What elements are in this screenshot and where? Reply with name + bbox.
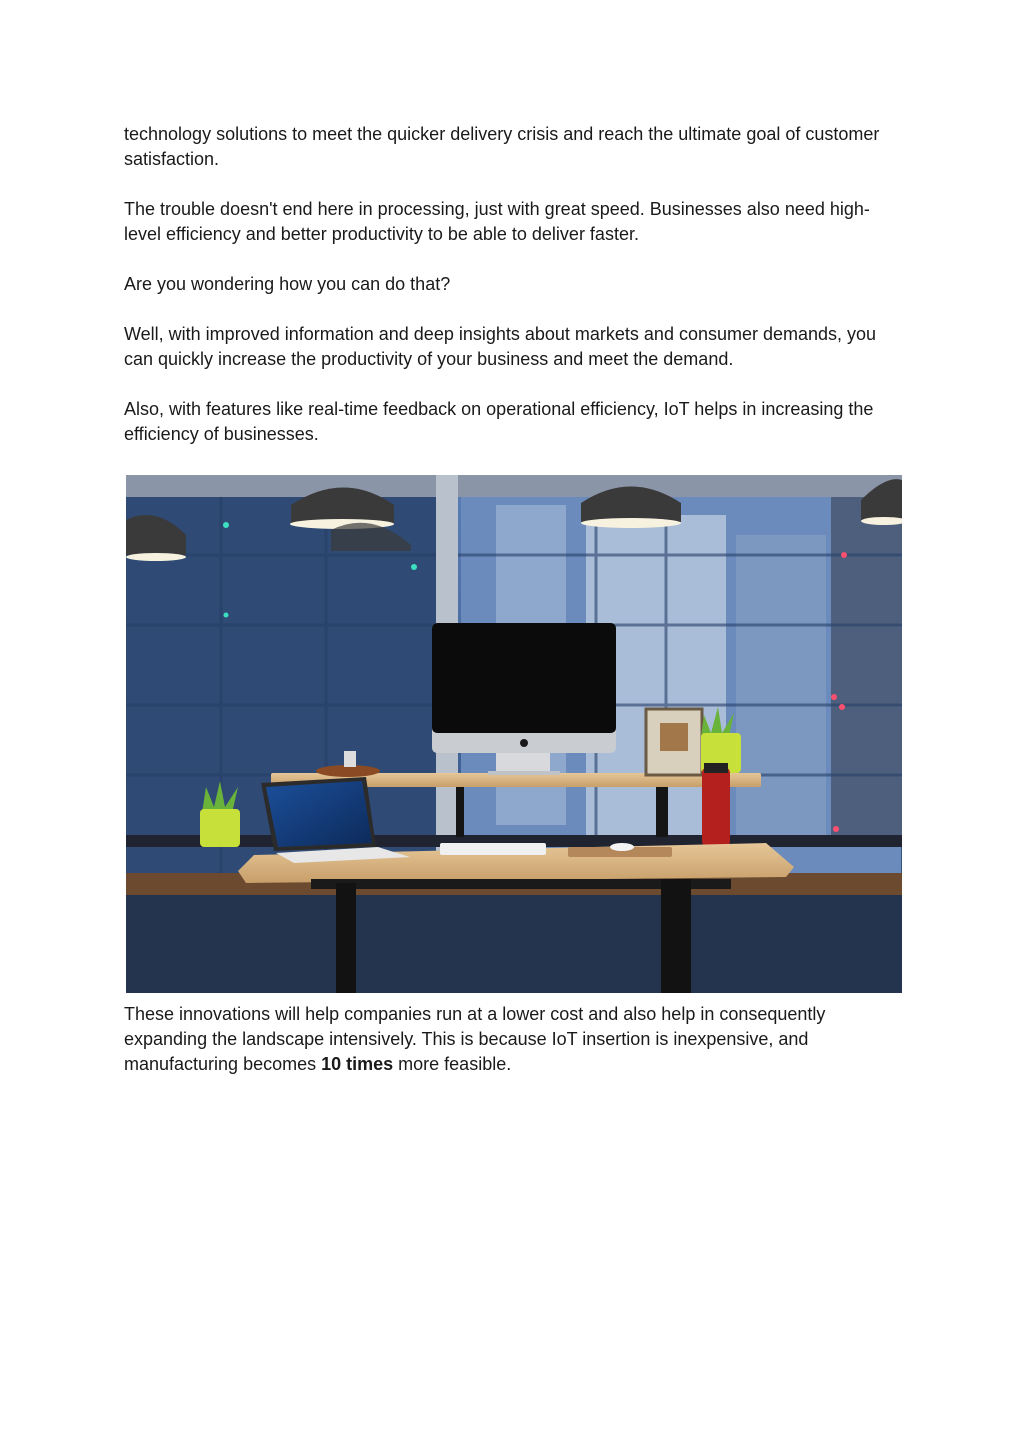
paragraph-lower-cost — [124, 1002, 904, 1077]
paragraph-efficiency-need: The trouble doesn't end here in processing, just with great speed. Businesses also need high-level efficiency and better productivity to be able to deliver faster. — [124, 199, 870, 244]
paragraph-lower-cost-text: These innovations will help companies run at a lower cost and also help in consequently expanding the landscape intensively. This is because IoT insertion is inexpensive, and manufacturing becomes — [124, 1004, 826, 1074]
paragraph-delivery-crisis: technology solutions to meet the quicker delivery crisis and reach the ultimate goal of customer satisfaction. — [124, 124, 880, 169]
imac-computer — [432, 623, 616, 775]
paragraph-insights: Well, with improved information and deep insights about markets and consumer demands, you can quickly increase the productivity of your business and meet the demand. — [124, 324, 877, 369]
paragraph-lower-cost-end: more feasible. — [393, 1054, 512, 1074]
paragraph-realtime-feedback: Also, with features like real-time feedback on operational efficiency, IoT helps in increasing the efficiency of businesses. — [124, 399, 874, 444]
emphasis-10-times: 10 times — [321, 1054, 394, 1074]
paragraph-question: Are you wondering how you can do that? — [124, 274, 451, 294]
office-desk-photo — [126, 475, 902, 993]
